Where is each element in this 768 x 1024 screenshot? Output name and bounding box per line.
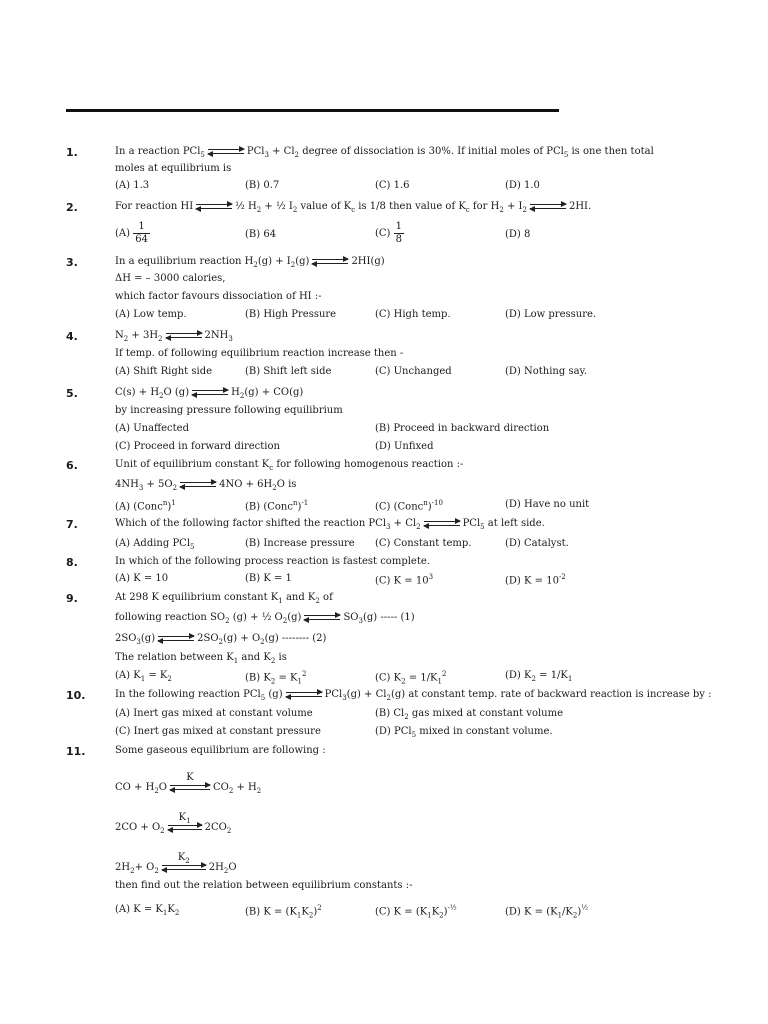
- option-c[interactable]: (C) Inert gas mixed at constant pressure: [115, 726, 321, 737]
- question-text: The relation between $K_1$ and $K_2$ is: [115, 652, 287, 665]
- equilibrium-arrow-icon: [530, 203, 566, 211]
- option-a[interactable]: (A) $K_1 = K_2$: [115, 670, 172, 683]
- option-a[interactable]: (A) 1.3: [115, 180, 150, 191]
- equilibrium-arrow-icon: $K_1$: [168, 824, 202, 832]
- question-text: ΔH = – 3000 calories,: [115, 273, 226, 284]
- question-text: $C(s) + H_2O$ (g) $H_2(g) + CO(g)$: [115, 387, 304, 400]
- option-b[interactable]: (B) Increase pressure: [245, 538, 355, 549]
- question-text: $2SO_3(g)$ $2SO_2(g) + O_2(g)$ -------- (2): [115, 633, 327, 646]
- option-b[interactable]: (B) High Pressure: [245, 309, 337, 320]
- option-b[interactable]: (B) 64: [245, 229, 277, 240]
- question-text: by increasing pressure following equilibrium: [115, 405, 343, 416]
- question-number: 2.: [66, 201, 78, 214]
- top-rule: [66, 109, 559, 112]
- reaction-2: $2CO + O_2$ $K_1$ $2CO_2$: [115, 811, 232, 835]
- question-text: $N_2 + 3H_2$ $2NH_3$: [115, 330, 233, 343]
- option-d[interactable]: (D) $K = 10^{-2}$: [505, 573, 566, 587]
- option-d[interactable]: (D) Have no unit: [505, 499, 590, 510]
- option-d[interactable]: (D) $K_2 = 1/K_1$: [505, 670, 573, 683]
- option-a[interactable]: (A) $K = K_1K_2$: [115, 904, 180, 917]
- option-a[interactable]: (A) Low temp.: [115, 309, 187, 320]
- question-text: In a equilibrium reaction $H_2(g) + I_2(g)$ 2HI(g): [115, 256, 385, 269]
- question-number: 6.: [66, 459, 78, 472]
- reaction-1: CO + $H_2O$ K $CO_2 + H_2$: [115, 771, 262, 795]
- question-number: 9.: [66, 592, 78, 605]
- reaction-3: $2H_2+ O_2$ $K_2$ $2H_2O$: [115, 851, 237, 875]
- option-c[interactable]: (C) $\frac{1}{8}$: [375, 221, 403, 245]
- equilibrium-arrow-icon: [208, 148, 244, 156]
- option-b[interactable]: (B) Shift left side: [245, 366, 332, 377]
- question-text: $4NH_3 + 5O_2$ $4NO + 6H_2O$ is: [115, 479, 297, 492]
- option-a[interactable]: (A) Adding PCl$_5$: [115, 538, 195, 551]
- equilibrium-arrow-icon: $K_2$: [162, 864, 206, 872]
- question-text: At 298 K equilibrium constant $K_1$ and $K_2$ of: [115, 592, 333, 605]
- option-d[interactable]: (D) PCl$_5$ mixed in constant volume.: [375, 726, 553, 739]
- option-d[interactable]: (D) $K = (K_1/K_2)^{\frac{1}{2}}$: [505, 904, 589, 920]
- question-number: 10.: [66, 689, 86, 702]
- option-d[interactable]: (D) Nothing say.: [505, 366, 588, 377]
- option-b[interactable]: (B) 0.7: [245, 180, 280, 191]
- equilibrium-arrow-icon: K: [170, 784, 210, 792]
- option-a[interactable]: (A) K = 10: [115, 573, 169, 584]
- option-d[interactable]: (D) Low pressure.: [505, 309, 597, 320]
- question-number: 5.: [66, 387, 78, 400]
- option-b[interactable]: (B) $Cl_2$ gas mixed at constant volume: [375, 708, 564, 721]
- question-text: moles at equilibrium is: [115, 163, 232, 174]
- option-c[interactable]: (C) 1.6: [375, 180, 410, 191]
- option-c[interactable]: (C) Proceed in forward direction: [115, 441, 280, 452]
- option-c[interactable]: (C) (Conc$^n$)$^{-10}$: [375, 499, 443, 513]
- question-text: Unit of equilibrium constant $K_c$ for following homogenous reaction :-: [115, 459, 464, 472]
- option-c[interactable]: (C) High temp.: [375, 309, 451, 320]
- question-text: Some gaseous equilibrium are following :: [115, 745, 326, 756]
- equilibrium-arrow-icon: [180, 481, 216, 489]
- option-b[interactable]: (B) $K = (K_1K_2)^2$: [245, 904, 322, 920]
- question-number: 8.: [66, 556, 78, 569]
- option-c[interactable]: (C) Constant temp.: [375, 538, 472, 549]
- option-b[interactable]: (B) Proceed in backward direction: [375, 423, 550, 434]
- option-d[interactable]: (D) Unfixed: [375, 441, 434, 452]
- question-number: 1.: [66, 146, 78, 159]
- option-a[interactable]: (A) Shift Right side: [115, 366, 213, 377]
- option-c[interactable]: (C) $K_2 = 1/K_1^2$: [375, 670, 447, 686]
- equilibrium-arrow-icon: [192, 389, 228, 397]
- equilibrium-arrow-icon: [196, 203, 232, 211]
- question-text: then find out the relation between equilibrium constants :-: [115, 880, 413, 891]
- option-a[interactable]: (A) Inert gas mixed at constant volume: [115, 708, 313, 719]
- question-text: If temp. of following equilibrium reaction increase then -: [115, 348, 404, 359]
- option-b[interactable]: (B) $K_2 = K_1^2$: [245, 670, 307, 686]
- question-text: In the following reaction PCl$_5$ (g) $PCl_3(g) + Cl_2(g)$ at constant temp. rate of backward reaction is increase by :: [115, 689, 712, 702]
- option-c[interactable]: (C) Unchanged: [375, 366, 452, 377]
- option-c[interactable]: (C) $K = 10^3$: [375, 573, 434, 587]
- option-d[interactable]: (D) Catalyst.: [505, 538, 569, 549]
- question-text: which factor favours dissociation of HI :-: [115, 291, 322, 302]
- question-text: For reaction HI ½ $H_2$ + ½ $I_2$ value of $K_c$ is 1/8 then value of $K_c$ for $H_2 + I_2$ 2HI.: [115, 201, 592, 214]
- question-number: 3.: [66, 256, 78, 269]
- question-number: 11.: [66, 745, 86, 758]
- option-a[interactable]: (A) Unaffected: [115, 423, 189, 434]
- equilibrium-arrow-icon: [424, 520, 460, 528]
- option-a[interactable]: (A) (Conc$^n$)$^1$: [115, 499, 176, 513]
- equilibrium-arrow-icon: [286, 691, 322, 699]
- question-text: In which of the following process reaction is fastest complete.: [115, 556, 430, 567]
- question-number: 7.: [66, 518, 78, 531]
- equilibrium-arrow-icon: [304, 614, 340, 622]
- option-d[interactable]: (D) 8: [505, 229, 531, 240]
- option-b[interactable]: (B) K = 1: [245, 573, 292, 584]
- question-text: In a reaction PCl$_5$ $PCl_3 + Cl_2$ degree of dissociation is 30%. If initial moles of PCl$_5$ is one then total: [115, 146, 654, 159]
- equilibrium-arrow-icon: [312, 258, 348, 266]
- question-number: 4.: [66, 330, 78, 343]
- equilibrium-arrow-icon: [166, 332, 202, 340]
- equilibrium-arrow-icon: [158, 635, 194, 643]
- option-c[interactable]: (C) $K = (K_1K_2)^{-\frac{1}{2}}$: [375, 904, 457, 920]
- option-a[interactable]: (A) $\frac{1}{64}$: [115, 221, 148, 245]
- option-b[interactable]: (B) (Conc$^n$)$^{-1}$: [245, 499, 309, 513]
- option-d[interactable]: (D) 1.0: [505, 180, 540, 191]
- question-text: Which of the following factor shifted the reaction $PCl_3 + Cl_2$ PCl$_5$ at left side.: [115, 518, 545, 531]
- question-text: following reaction $SO_2$ (g) + ½ $O_2(g)$ $SO_3(g)$ ----- (1): [115, 612, 415, 625]
